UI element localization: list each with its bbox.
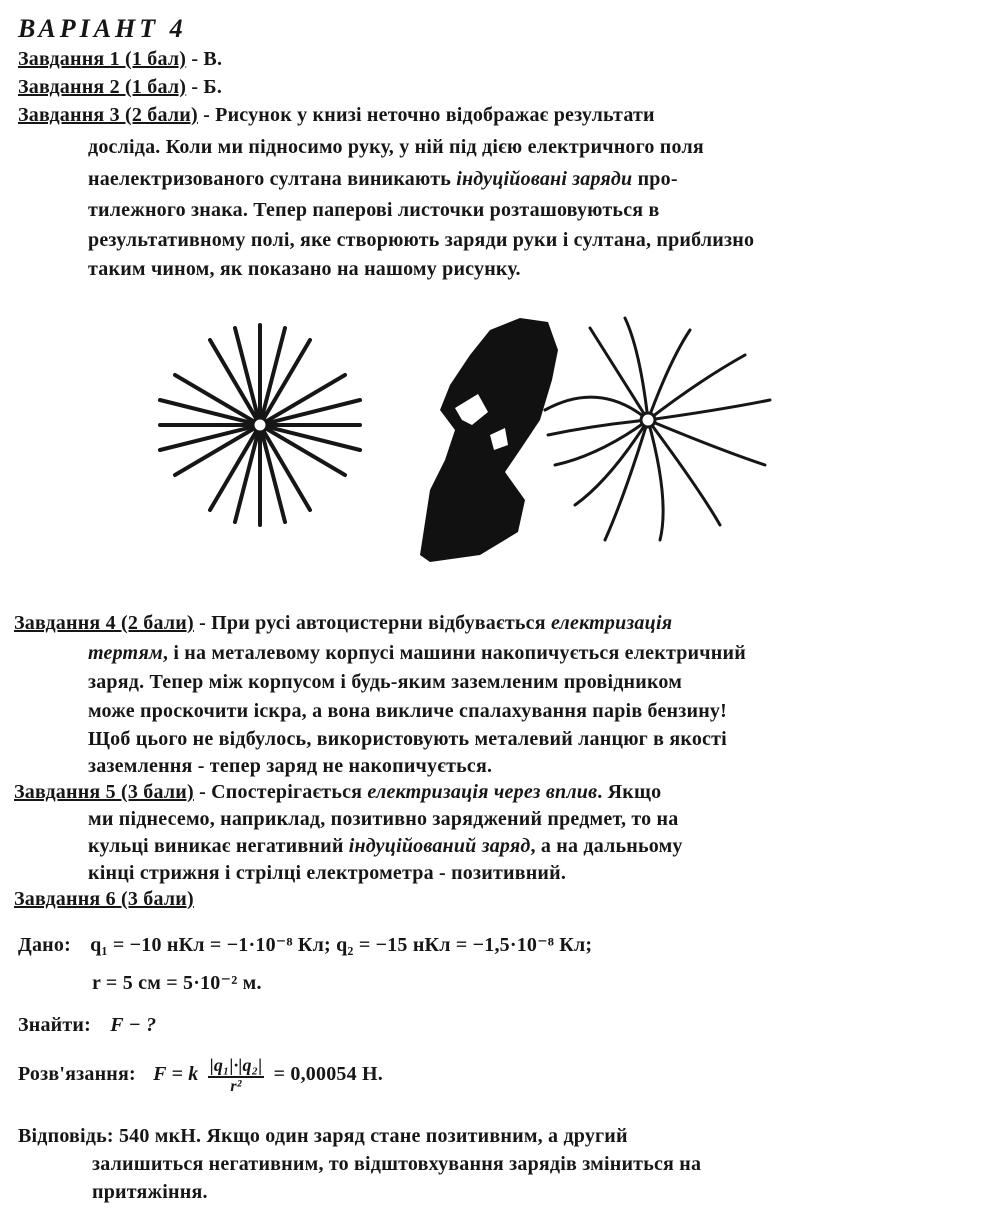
task-3-label: Завдання 3 (2 бали)	[18, 104, 198, 126]
task-5-line-3	[88, 835, 683, 858]
task-6-heading	[14, 888, 194, 911]
task-1-label: Завдання 1 (1 бал)	[18, 48, 187, 70]
task-4-line-4: може проскочити іскра, а вона викличе спалахування парів бензину!	[88, 700, 727, 722]
task-4-term: тертям	[88, 642, 163, 664]
task-3-text: про-	[632, 168, 678, 190]
answer-line-3: притяжіння.	[92, 1181, 208, 1203]
task-4-term: електризація	[550, 612, 673, 634]
task-2-answer: - Б.	[191, 76, 223, 98]
task-1	[18, 48, 222, 71]
given-values: q₁ = −10 нКл = −1·10⁻⁸ Кл; q₂ = −15 нКл = −1,5·10⁻⁸ Кл;	[90, 934, 593, 956]
fraction-numerator: |q₁|·|q₂|	[208, 1055, 265, 1078]
left-plume-star	[160, 325, 360, 525]
task-1-answer: - В.	[191, 48, 223, 70]
task-4-line-6: заземлення - тепер заряд не накопичується.	[88, 755, 493, 777]
answer-line-2: залишиться негативним, то відштовхування зарядів зміниться на	[92, 1153, 702, 1175]
task-6-label: Завдання 6 (3 бали)	[14, 888, 194, 910]
find-label: Знайти:	[18, 1014, 92, 1036]
task-4-text: - При русі автоцистерни відбувається	[199, 612, 551, 634]
task-3-line-6: таким чином, як показано на нашому рисунку.	[88, 258, 521, 280]
task-2	[18, 76, 222, 99]
task-4-line-1	[14, 612, 672, 635]
electrified-plume-figure	[0, 300, 983, 600]
task-5-text: кульці виникає негативний	[88, 835, 349, 857]
task-3-line-4: тилежного знака. Тепер паперові листочки розташовуються в	[88, 199, 660, 221]
task-5-line-2: ми піднесемо, наприклад, позитивно заряджений предмет, то на	[88, 808, 679, 830]
find-line	[18, 1014, 156, 1037]
task-3-line-2: досліда. Коли ми підносимо руку, у ній під дією електричного поля	[88, 136, 704, 158]
given-line-1	[18, 932, 592, 957]
task-4-text: , і на металевому корпусі машини накопичується електричний	[162, 642, 746, 664]
task-2-label: Завдання 2 (1 бал)	[18, 76, 187, 98]
task-5-text: . Якщо	[597, 781, 662, 803]
given-line-2: r = 5 см = 5·10⁻² м.	[92, 972, 262, 994]
task-3-line-1	[18, 104, 655, 127]
variant-title: ВАРІАНТ 4	[18, 14, 187, 43]
fraction-denominator: r²	[230, 1078, 242, 1095]
task-5-term: індуційований заряд	[348, 835, 531, 857]
task-4-line-2	[88, 642, 746, 665]
find-value: F − ?	[110, 1014, 157, 1036]
solution-result: = 0,00054 Н.	[273, 1063, 383, 1086]
given-label: Дано:	[18, 934, 71, 956]
task-4-line-3: заряд. Тепер між корпусом і будь-яким заземленим провідником	[88, 671, 683, 693]
task-3-line-5: результативному полі, яке створюють заряди руки і султана, приблизно	[88, 229, 755, 251]
task-3-text: наелектризованого султана виникають	[88, 168, 457, 190]
task-3-term: індуційовані заряди	[456, 168, 633, 190]
task-5-text: , а на дальньому	[530, 835, 683, 857]
task-4-line-5: Щоб цього не відбулось, використовують металевий ланцюг в якості	[88, 728, 727, 750]
answer-label: Відповідь:	[18, 1125, 114, 1147]
task-5-line-4: кінці стрижня і стрілці електрометра - позитивний.	[88, 862, 567, 884]
solution-formula-left: F = k	[153, 1063, 199, 1086]
solution-fraction	[208, 1055, 265, 1096]
solution-label: Розв'язання:	[18, 1063, 136, 1086]
task-5-line-1	[14, 781, 661, 804]
task-3-line-3	[88, 168, 678, 191]
task-4-label: Завдання 4 (2 бали)	[14, 612, 194, 634]
task-5-text: - Спостерігається	[199, 781, 368, 803]
task-5-term: електризація через вплив	[367, 781, 598, 803]
task-3-text: - Рисунок у книзі неточно відображає результати	[203, 104, 655, 126]
right-plume-star	[545, 318, 770, 540]
answer-text: 540 мкН. Якщо один заряд стане позитивним, а другий	[118, 1125, 628, 1147]
hand-silhouette	[420, 318, 558, 562]
task-5-label: Завдання 5 (3 бали)	[14, 781, 194, 803]
solution-line	[18, 1055, 383, 1096]
answer-line-1	[18, 1125, 628, 1148]
